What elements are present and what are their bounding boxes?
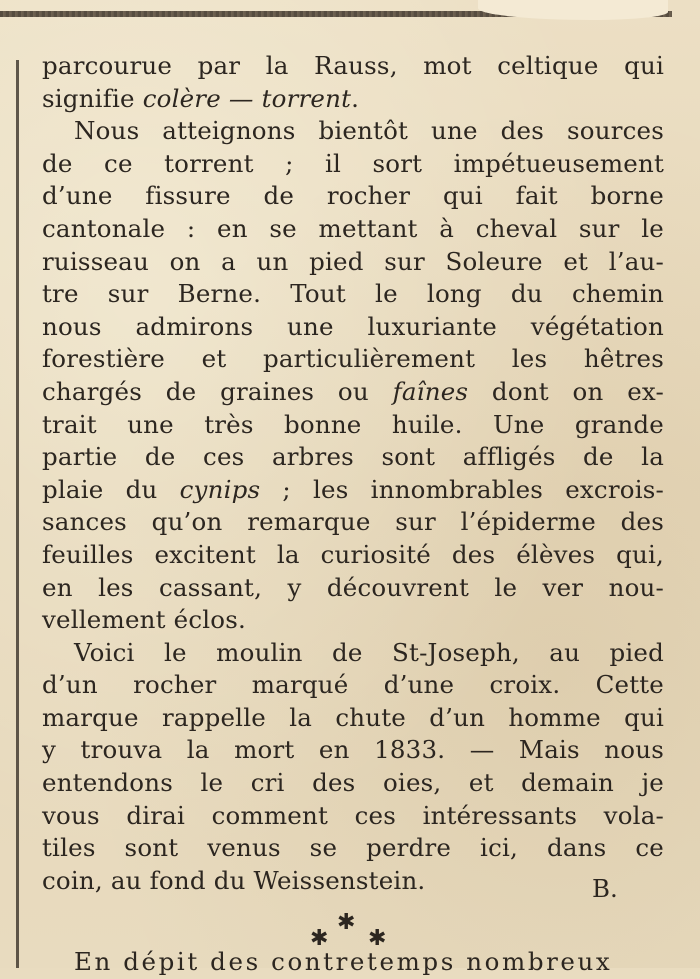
text-line: trait une très bonne huile. Une grande	[42, 409, 664, 439]
text-line: signifie colère — torrent.	[42, 83, 360, 113]
torn-paper-edge	[478, 0, 668, 20]
text-line: en les cassant, y découvrent le ver nou-	[42, 572, 664, 602]
text-line: forestière et particulièrement les hêtres	[42, 344, 664, 374]
text-line: cantonale : en se mettant à cheval sur le	[42, 213, 664, 243]
column-divider-rule	[16, 60, 19, 968]
text-line: entendons le cri des oies, et demain je	[42, 768, 664, 798]
text-line: parcourue par la Rauss, mot celtique qui	[42, 51, 664, 80]
asterisk-icon: ✱	[337, 910, 356, 935]
text-line: d’une fissure de rocher qui fait borne	[42, 181, 664, 211]
text-line: feuilles excitent la curiosité des élèves qui,	[42, 539, 664, 569]
text-line: partie de ces arbres sont affligés de la	[42, 442, 664, 472]
text-line: coin, au fond du Weissenstein.	[42, 865, 426, 895]
author-signature: B.	[592, 874, 618, 903]
text-line: sances qu’on remarque sur l’épiderme des	[42, 507, 664, 537]
asterisk-icon: ✱	[310, 926, 329, 951]
text-line: nous admirons une luxuriante végétation	[42, 311, 664, 341]
text-line: d’un rocher marqué d’une croix. Cette	[42, 670, 664, 700]
text-line: plaie du cynips ; les innombrables excrois-	[42, 474, 664, 504]
text-line: Nous atteignons bientôt une des sources	[74, 116, 664, 146]
text-line: chargés de graines ou faînes dont on ex-	[42, 376, 664, 406]
text-line: ruisseau on a un pied sur Soleure et l’au-	[42, 246, 664, 276]
asterisk-icon: ✱	[368, 926, 387, 951]
text-line: y trouva la mort en 1833. — Mais nous	[42, 735, 664, 765]
text-line: vellement éclos.	[42, 605, 247, 635]
next-article-text: En dépit des contretemps nombreux	[74, 947, 613, 976]
text-line: tre sur Berne. Tout le long du chemin	[42, 279, 664, 309]
section-separator	[0, 908, 700, 951]
text-line: vous dirai comment ces intéressants vola-	[42, 800, 664, 830]
article-text	[42, 50, 664, 897]
text-line: marque rappelle la chute d’un homme qui	[42, 702, 664, 732]
text-line: tiles sont venus se perdre ici, dans ce	[42, 833, 664, 863]
text-line: de ce torrent ; il sort impétueusement	[42, 148, 664, 178]
text-line: Voici le moulin de St-Joseph, au pied	[74, 637, 664, 667]
